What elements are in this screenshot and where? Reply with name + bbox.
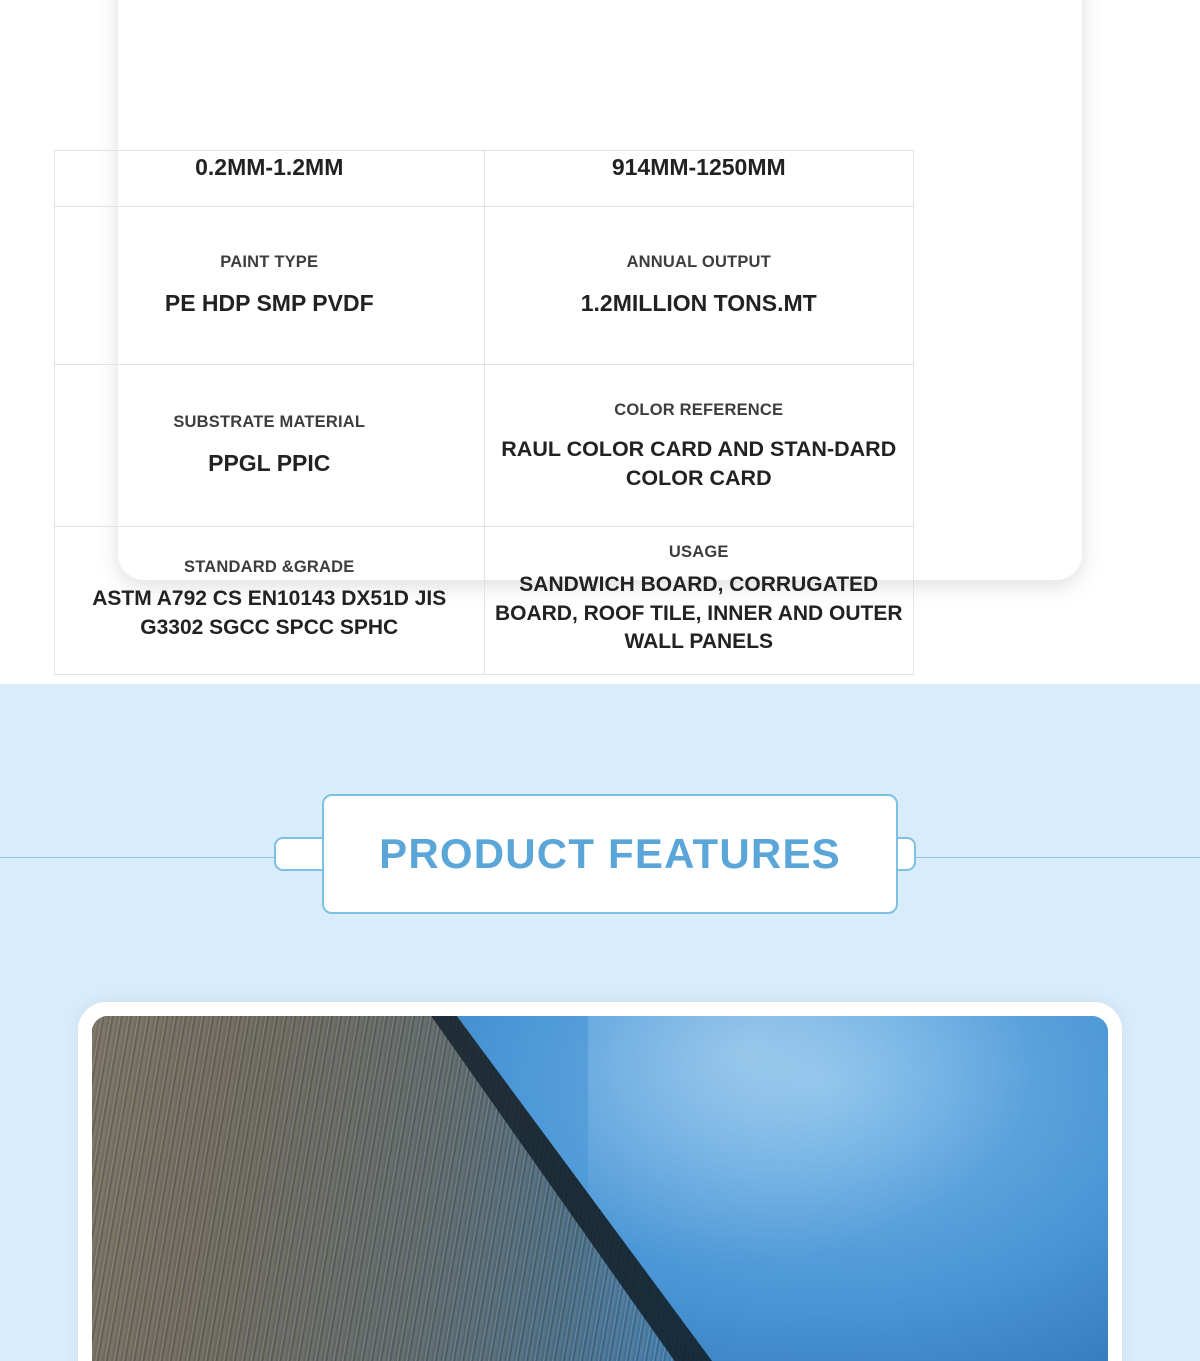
spec-cell-thickness [55,151,485,207]
spec-value: ASTM A792 CS EN10143 DX51D JIS G3302 SGCC SPCC SPHC [92,587,447,639]
spec-cell-usage [484,527,914,675]
page-title: PRODUCT FEATURES [379,830,841,877]
spec-value: 914MM-1250MM [611,154,786,180]
spec-cell-annual-output [484,207,914,365]
table-row [55,527,914,675]
spec-value: SANDWICH BOARD, CORRUGATED BOARD, ROOF TILE, INNER AND OUTER WALL PANELS [494,573,903,653]
spec-label: PAINT TYPE [220,253,319,272]
table-row [55,207,914,365]
spec-value: 0.2MM-1.2MM [195,154,344,180]
table-row [55,151,914,207]
spec-value: PE HDP SMP PVDF [164,290,374,317]
spec-label: COLOR REFERENCE [614,400,784,419]
table-row [55,365,914,527]
spec-cell-substrate-material [55,365,485,527]
spec-value: RAUL COLOR CARD AND STAN-DARD COLOR CARD [501,436,897,490]
specifications-table [54,150,914,675]
spec-label: STANDARD &GRADE [184,557,355,576]
spec-value: PPGL PPIC [208,450,331,477]
spec-label: SUBSTRATE MATERIAL [173,413,366,432]
feature-image [92,1016,1108,1361]
spec-cell-color-reference [484,365,914,527]
spec-label: ANNUAL OUTPUT [626,253,771,272]
spec-cell-standard-grade [55,527,485,675]
product-features-section [0,684,1200,1361]
spec-cell-paint-type [55,207,485,365]
section-title-banner [0,794,1200,924]
spec-label: USAGE [668,543,729,562]
spec-value: 1.2MILLION TONS.MT [580,290,817,317]
spec-cell-width [484,151,914,207]
